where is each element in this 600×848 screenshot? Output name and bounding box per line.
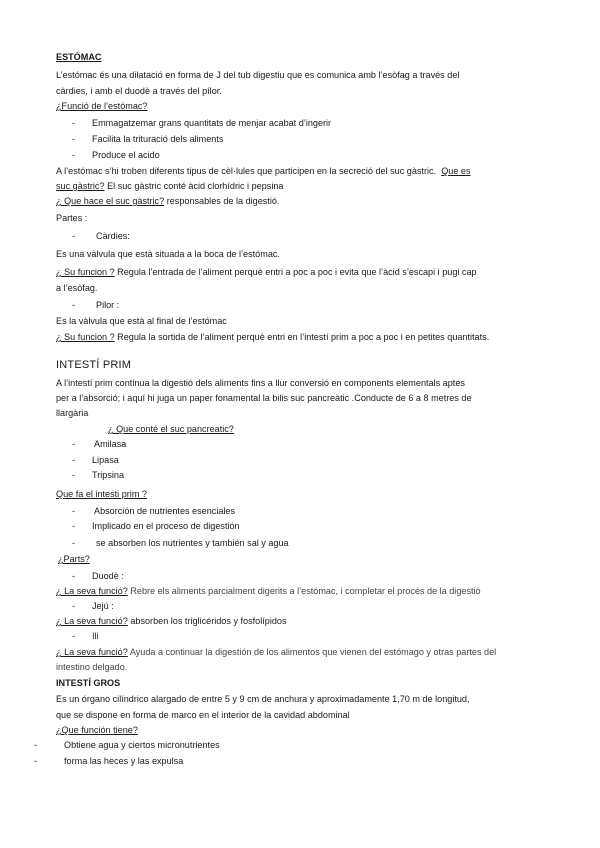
bullet-dash: -: [72, 470, 76, 480]
cardies-function-line2: a l’esòfag.: [56, 283, 98, 293]
cardies-label: Càrdies:: [96, 231, 130, 241]
small-what-item: Absorción de nutrientes esenciales: [94, 506, 236, 516]
duode-function-line: [56, 585, 481, 597]
juice-does-question: ¿ Que hace el suc gàstric?: [56, 196, 165, 206]
bullet-dash: -: [72, 571, 76, 581]
stomach-function-item: Emmagatzemar grans quantitats de menjar acabat d’ingerir: [92, 118, 332, 128]
small-intro-line3: llargària: [56, 408, 89, 418]
small-what-question: Que fa el intesti prim ?: [56, 489, 147, 499]
bullet-dash: -: [72, 300, 76, 310]
bullet-dash: -: [72, 118, 76, 128]
pancreatic-question: ¿ Que conté el suc pancreatic?: [108, 424, 234, 434]
enzyme-item: Lipasa: [92, 455, 119, 465]
small-what-item: se absorben los nutrientes y también sal y agua: [96, 538, 289, 548]
enzyme-item: Amilasa: [94, 439, 127, 449]
pilor-description: Es la vàlvula que està al final de l’estómac: [56, 316, 227, 326]
stomach-intro-line2: càrdies, i amb el duodè a través del pílor.: [56, 86, 222, 96]
large-function-item: forma las heces y las expulsa: [64, 756, 184, 766]
small-intro-line1: A l’intestí prim continua la digestió dels aliments fins a llur conversió en components elementals aptes: [56, 378, 465, 388]
bullet-dash: -: [72, 538, 76, 548]
duode-function-text: Rebre els aliments parcialment digerits a l’estómac, i completar el procés de la digestió: [130, 586, 481, 596]
stomach-cells-text: A l’estómac s’hi troben diferents tipus de cèl·lules que participen en la secreció del suc gàstric.: [56, 166, 437, 176]
cardies-function-question: ¿ Su funcion ?: [56, 267, 115, 277]
jeju-label: Jejú :: [92, 601, 114, 611]
stomach-function-question: ¿Funció de l’estómac?: [56, 101, 148, 111]
juice-does-answer: responsables de la digestió.: [166, 196, 280, 206]
stomach-cells-line: [56, 165, 471, 177]
small-intestine-title: INTESTÍ PRIM: [56, 359, 132, 371]
bullet-dash: -: [72, 506, 76, 516]
pilor-function-question: ¿ Su funcion ?: [56, 332, 115, 342]
ili-label: Ili: [92, 631, 99, 641]
bullet-dash: -: [72, 631, 76, 641]
large-intestine-title: INTESTÍ GROS: [56, 678, 121, 688]
cardies-function-text: Regula l’entrada de l’aliment perquè entri a poc a poc i evita que l’àcid s’escapi i pugi cap: [117, 267, 477, 277]
stomach-title: ESTÓMAC: [56, 52, 102, 62]
ili-function-line: [56, 646, 496, 658]
bullet-dash: -: [72, 439, 76, 449]
cardies-description: Es una vàlvula que està situada a la boca de l’estómac.: [56, 249, 280, 259]
stomach-function-item: Facilita la trituració dels aliments: [92, 134, 224, 144]
bullet-dash: -: [72, 231, 76, 241]
cardies-function-line: [56, 266, 477, 278]
bullet-dash: -: [34, 756, 38, 766]
stomach-parts-label: Partes :: [56, 213, 88, 223]
juice-question-part2: suc gàstric?: [56, 181, 105, 191]
pilor-label: Pilor :: [96, 300, 120, 310]
bullet-dash: -: [72, 134, 76, 144]
large-desc-line1: Es un órgano cilíndrico alargado de entre 5 y 9 cm de anchura y aproximadamente 1,70 m de longitud,: [56, 694, 470, 704]
stomach-intro-line1: L’estómac és una dilatació en forma de J del tub digestiu que es comunica amb l’esòfag a través del: [56, 70, 460, 80]
jeju-function-question: ¿ La seva funció?: [56, 616, 128, 626]
bullet-dash: -: [72, 601, 76, 611]
bullet-dash: -: [72, 521, 76, 531]
small-intro-line2: per a l’absorció; i aquí hi juga un paper fonamental la bilis suc pancreàtic .Conducte de 6 a 8 metres de: [56, 393, 472, 403]
large-function-item: Obtiene agua y ciertos micronutrientes: [64, 740, 220, 750]
bullet-dash: -: [72, 455, 76, 465]
ili-function-text: Ayuda a continuar la digestión de los alimentos que vienen del estómago y otras partes del: [129, 647, 497, 657]
duode-label: Duodè :: [92, 571, 124, 581]
jeju-function-text: absorben los triglicéridos y fosfolípidos: [130, 616, 287, 626]
enzyme-item: Tripsina: [92, 470, 125, 480]
stomach-function-item: Produce el acido: [92, 150, 160, 160]
jeju-function-line: [56, 615, 287, 627]
small-parts-question: ¿Parts?: [58, 554, 90, 564]
duode-function-question: ¿ La seva funció?: [56, 586, 128, 596]
pilor-function-text: Regula la sortida de l’aliment perquè entri en l’intestí prim a poc a poc i en petites quantitats.: [117, 332, 490, 342]
bullet-dash: -: [34, 740, 38, 750]
large-function-question: ¿Que función tiene?: [56, 725, 138, 735]
juice-does-line: [56, 195, 279, 207]
juice-question-part1: Que es: [441, 166, 471, 176]
bullet-dash: -: [72, 150, 76, 160]
juice-answer: El suc gàstric conté àcid clorhídric i pepsina: [107, 181, 284, 191]
juice-line: [56, 180, 283, 192]
small-what-item: Implicado en el proceso de digestión: [92, 521, 240, 531]
ili-function-line2: intestino delgado.: [56, 662, 128, 672]
large-desc-line2: que se dispone en forma de marco en el interior de la cavidad abdominal: [56, 710, 350, 720]
ili-function-question: ¿ La seva funció?: [56, 647, 128, 657]
pilor-function-line: [56, 331, 489, 343]
